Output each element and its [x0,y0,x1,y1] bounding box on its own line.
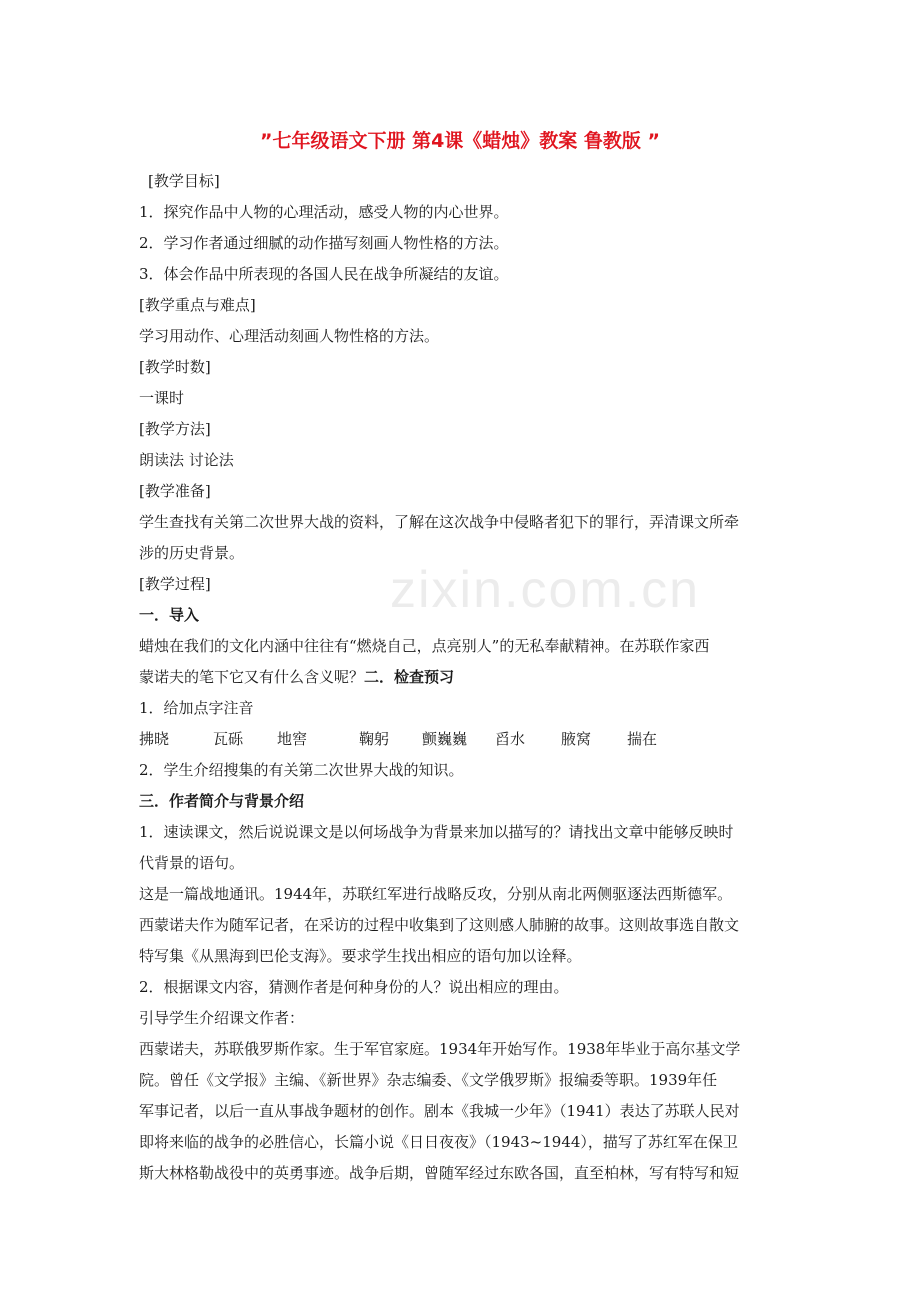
author-bio-4: 即将来临的战争的必胜信心，长篇小说《日日夜夜》（1943~1944），描写了苏红军在保卫 [139,1133,738,1151]
word-3: 地窖 [277,730,308,748]
word-7: 腋窝 [561,730,592,748]
objective-1: 1．探究作品中人物的心理活动，感受人物的内心世界。 [139,203,509,221]
preview-item-1: 1．给加点字注音 [139,699,254,717]
background-text-1: 这是一篇战地通讯。1944年，苏联红军进行战略反攻，分别从南北两侧驱逐法西斯德军。 [139,885,733,903]
intro-text-2 [139,667,789,687]
author-bio-3: 军事记者，以后一直从事战争题材的创作。剧本《我城一少年》（1941）表达了苏联人民对 [139,1102,740,1120]
author-bio-2: 院。曾任《文学报》主编、《新世界》杂志编委、《文学俄罗斯》报编委等职。1939年任 [139,1071,718,1089]
objective-2: 2．学习作者通过细腻的动作描写刻画人物性格的方法。 [139,234,509,252]
word-1: 拂晓 [139,730,170,748]
section-author-background: 三．作者简介与背景介绍 [139,792,305,810]
word-4: 鞠躬 [359,730,390,748]
author-bio-5: 斯大林格勒战役中的英勇事迹。战争后期，曾随军经过东欧各国，直至柏林，写有特写和短 [139,1164,740,1182]
watermark: zixin.com.cn [390,561,701,619]
author-q2: 2．根据课文内容，猜测作者是何种身份的人？说出相应的理由。 [139,978,569,996]
background-text-3: 特写集《从黑海到巴伦支海》。要求学生找出相应的语句加以诠释。 [139,947,582,965]
methods-text: 朗读法 讨论法 [139,451,234,469]
preparation-text-1: 学生查找有关第二次世界大战的资料，了解在这次战争中侵略者犯下的罪行，弄清课文所牵 [139,513,740,531]
author-bio-1: 西蒙诺夫，苏联俄罗斯作家。生于军官家庭。1934年开始写作。1938年毕业于高尔基文学 [139,1040,741,1058]
section-introduction: 一．导入 [139,606,200,624]
word-8: 揣在 [627,730,658,748]
word-2: 瓦砾 [213,730,244,748]
heading-methods: [教学方法] [139,420,211,438]
hours-text: 一课时 [139,389,185,407]
section-preview-check: 二．检查预习 [364,668,455,686]
preparation-text-2: 涉的历史背景。 [139,544,245,562]
key-points-text: 学习用动作、心理活动刻画人物性格的方法。 [139,327,440,345]
heading-preparation: [教学准备] [139,482,211,500]
background-text-2: 西蒙诺夫作为随军记者，在采访的过程中收集到了这则感人肺腑的故事。这则故事选自散文 [139,916,740,934]
heading-objectives: [教学目标] [148,172,220,190]
heading-key-points: [教学重点与难点] [139,296,256,314]
heading-process: [教学过程] [139,575,211,593]
guide-text: 引导学生介绍课文作者： [139,1009,305,1027]
word-5: 颤巍巍 [422,730,468,748]
preview-item-2: 2．学生介绍搜集的有关第二次世界大战的知识。 [139,761,464,779]
word-6: 舀水 [495,730,526,748]
document-title: ”七年级语文下册 第4课《蜡烛》教案 鲁教版 ” [259,130,661,152]
author-q1-line-1: 1．速读课文，然后说说课文是以何场战争为背景来加以描写的？请找出文章中能够反映时 [139,823,734,841]
objective-3: 3．体会作品中所表现的各国人民在战争所凝结的友谊。 [139,265,509,283]
intro-question: 蒙诺夫的笔下它又有什么含义呢？ [139,668,365,686]
author-q1-line-2: 代背景的语句。 [139,854,245,872]
heading-hours: [教学时数] [139,358,211,376]
pinyin-word-list [139,729,789,749]
intro-text-1: 蜡烛在我们的文化内涵中往往有“燃烧自己，点亮别人”的无私奉献精神。在苏联作家西 [139,637,710,655]
